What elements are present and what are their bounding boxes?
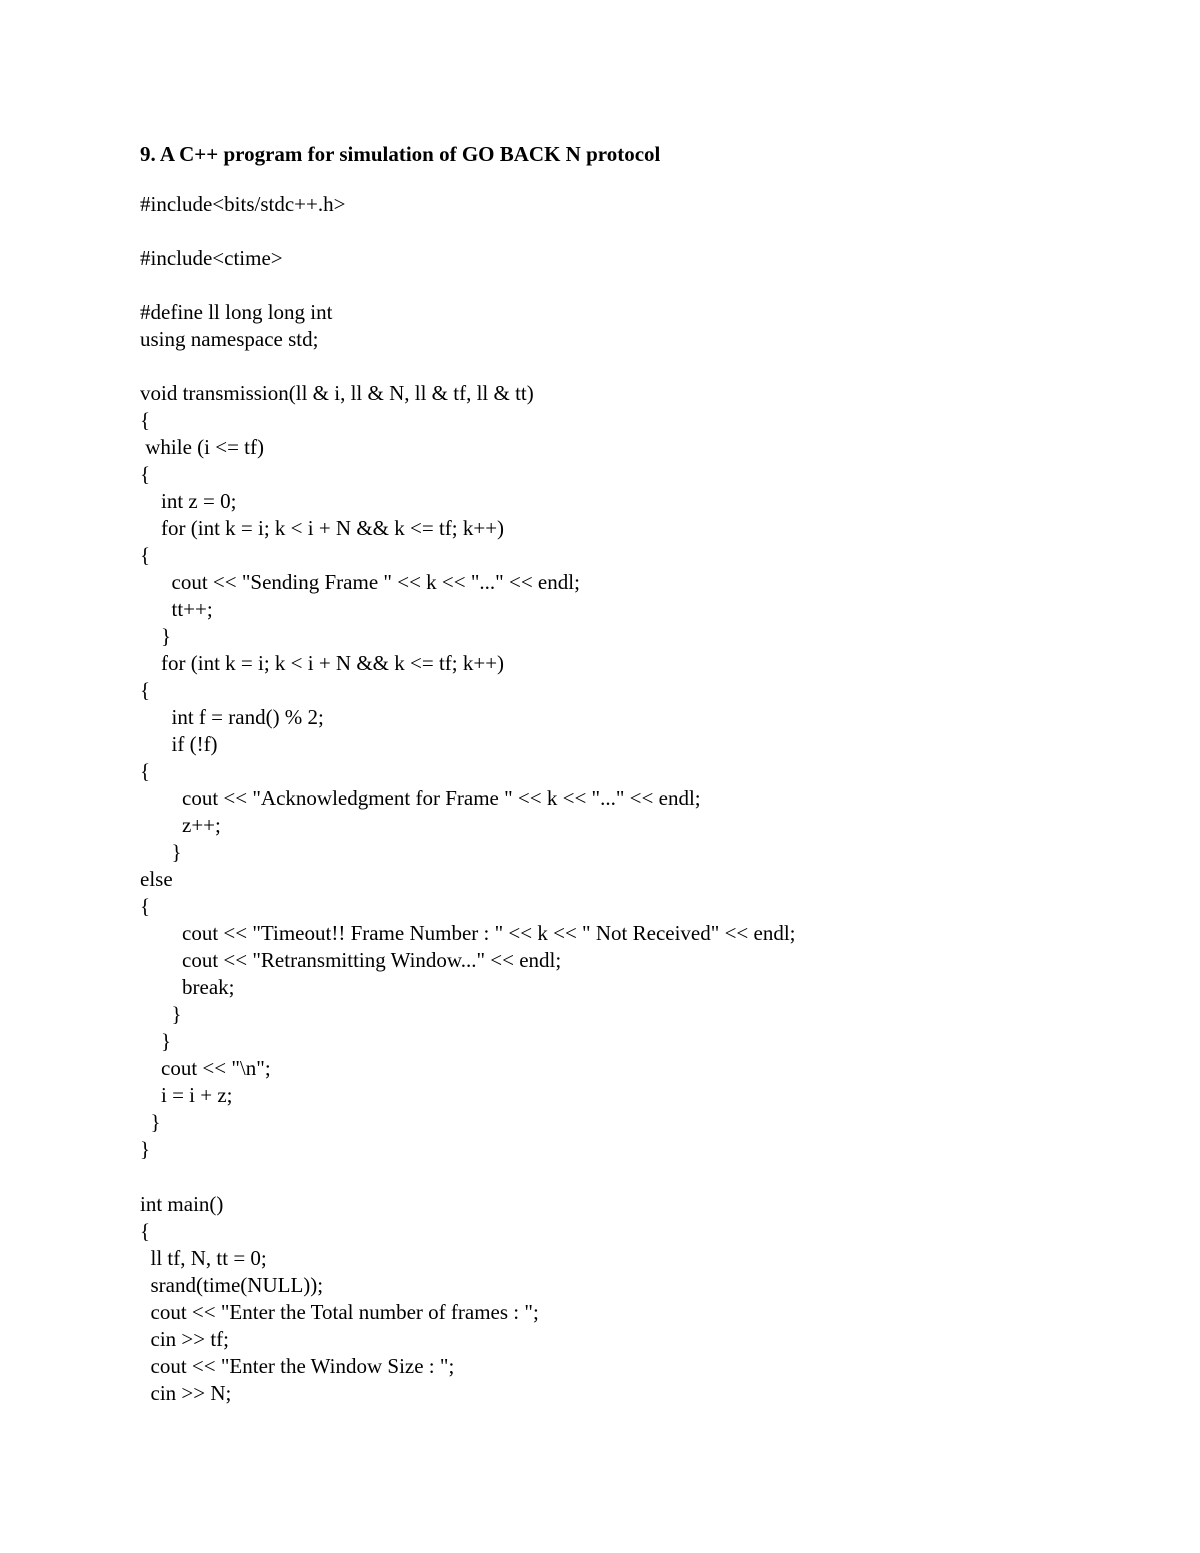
code-line: { [140, 543, 151, 567]
code-line: cin >> tf; [140, 1327, 230, 1351]
code-line: } [140, 624, 172, 648]
code-line: cout << "Acknowledgment for Frame " << k << "..." << endl; [140, 786, 701, 810]
code-line: if (!f) [140, 732, 218, 756]
code-line: break; [140, 975, 235, 999]
code-line: cout << "Retransmitting Window..." << endl; [140, 948, 562, 972]
code-line: { [140, 678, 151, 702]
code-line: { [140, 408, 151, 432]
code-line: cin >> N; [140, 1381, 232, 1405]
code-line: { [140, 1219, 151, 1243]
code-line: { [140, 759, 151, 783]
code-line: for (int k = i; k < i + N && k <= tf; k++) [140, 516, 505, 540]
code-line: srand(time(NULL)); [140, 1273, 324, 1297]
code-line: cout << "Sending Frame " << k << "..." << endl; [140, 570, 580, 594]
code-line: cout << "Enter the Window Size : "; [140, 1354, 455, 1378]
code-line-namespace: using namespace std; [140, 327, 319, 351]
code-line: z++; [140, 813, 221, 837]
code-line: } [140, 1002, 182, 1026]
code-line: } [140, 1137, 151, 1161]
code-line: else [140, 867, 173, 891]
code-line: int z = 0; [140, 489, 237, 513]
document-title: 9. A C++ program for simulation of GO BACK N protocol [140, 142, 661, 166]
code-line: tt++; [140, 597, 213, 621]
code-line-include-ctime: #include<ctime> [140, 246, 283, 270]
code-line: { [140, 894, 151, 918]
code-line-main-signature: int main() [140, 1192, 224, 1216]
code-line: } [140, 840, 182, 864]
code-line: int f = rand() % 2; [140, 705, 324, 729]
code-line: i = i + z; [140, 1083, 233, 1107]
code-line: } [140, 1029, 172, 1053]
code-line: cout << "Enter the Total number of frames : "; [140, 1300, 539, 1324]
code-line: cout << "Timeout!! Frame Number : " << k << " Not Received" << endl; [140, 921, 796, 945]
code-line-transmission-signature: void transmission(ll & i, ll & N, ll & tf, ll & tt) [140, 381, 534, 405]
code-line: while (i <= tf) [140, 435, 264, 459]
code-line-define: #define ll long long int [140, 300, 333, 324]
code-line: ll tf, N, tt = 0; [140, 1246, 267, 1270]
code-line: cout << "\n"; [140, 1056, 271, 1080]
code-line: } [140, 1110, 161, 1134]
code-line-include-bits: #include<bits/stdc++.h> [140, 192, 346, 216]
code-line: { [140, 462, 151, 486]
code-line: for (int k = i; k < i + N && k <= tf; k++) [140, 651, 505, 675]
